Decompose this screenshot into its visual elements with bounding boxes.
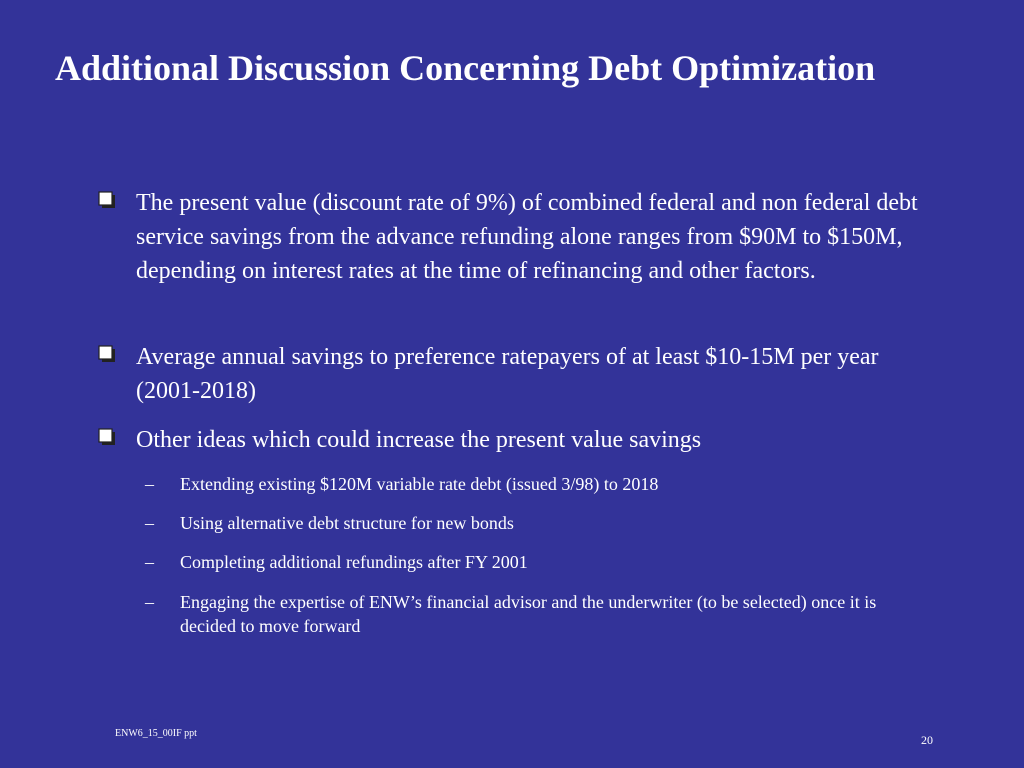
bullet-text: Other ideas which could increase the present value savings bbox=[136, 427, 702, 453]
checkbox-square-icon bbox=[98, 191, 116, 209]
dash-marker: – bbox=[145, 552, 154, 572]
checkbox-square-icon bbox=[98, 428, 116, 446]
sub-bullet-item bbox=[145, 511, 905, 535]
dash-marker: – bbox=[145, 474, 154, 494]
sub-bullet-text: Using alternative debt structure for new bonds bbox=[180, 513, 514, 533]
slide-title: Additional Discussion Concerning Debt Optimization bbox=[55, 48, 876, 88]
dash-marker: – bbox=[145, 513, 154, 533]
sub-bullet-text: Completing additional refundings after FY 2001 bbox=[180, 552, 528, 572]
bullet-item bbox=[98, 186, 938, 288]
bullet-text: Average annual savings to preference ratepayers of at least $10-15M per year (2001-2018) bbox=[136, 344, 879, 404]
bullet-text: The present value (discount rate of 9%) of combined federal and non federal debt service savings from the advance refunding alone ranges from $90M to $150M, depending on interest rates at the time of refinancing and other factors. bbox=[136, 190, 918, 284]
bullet-item bbox=[98, 423, 938, 457]
dash-marker: – bbox=[145, 592, 154, 612]
page-number: 20 bbox=[921, 733, 933, 747]
bullet-item bbox=[98, 340, 938, 408]
sub-bullet-text: Extending existing $120M variable rate debt (issued 3/98) to 2018 bbox=[180, 474, 659, 494]
footer-filename: ENW6_15_00IF ppt bbox=[115, 728, 197, 739]
sub-bullet-text: Engaging the expertise of ENW’s financial advisor and the underwriter (to be selected) once it is decided to move forward bbox=[180, 592, 877, 636]
sub-bullet-item bbox=[145, 550, 905, 574]
checkbox-square-icon bbox=[98, 345, 116, 363]
sub-bullet-item bbox=[145, 472, 905, 496]
sub-bullet-item bbox=[145, 590, 905, 638]
